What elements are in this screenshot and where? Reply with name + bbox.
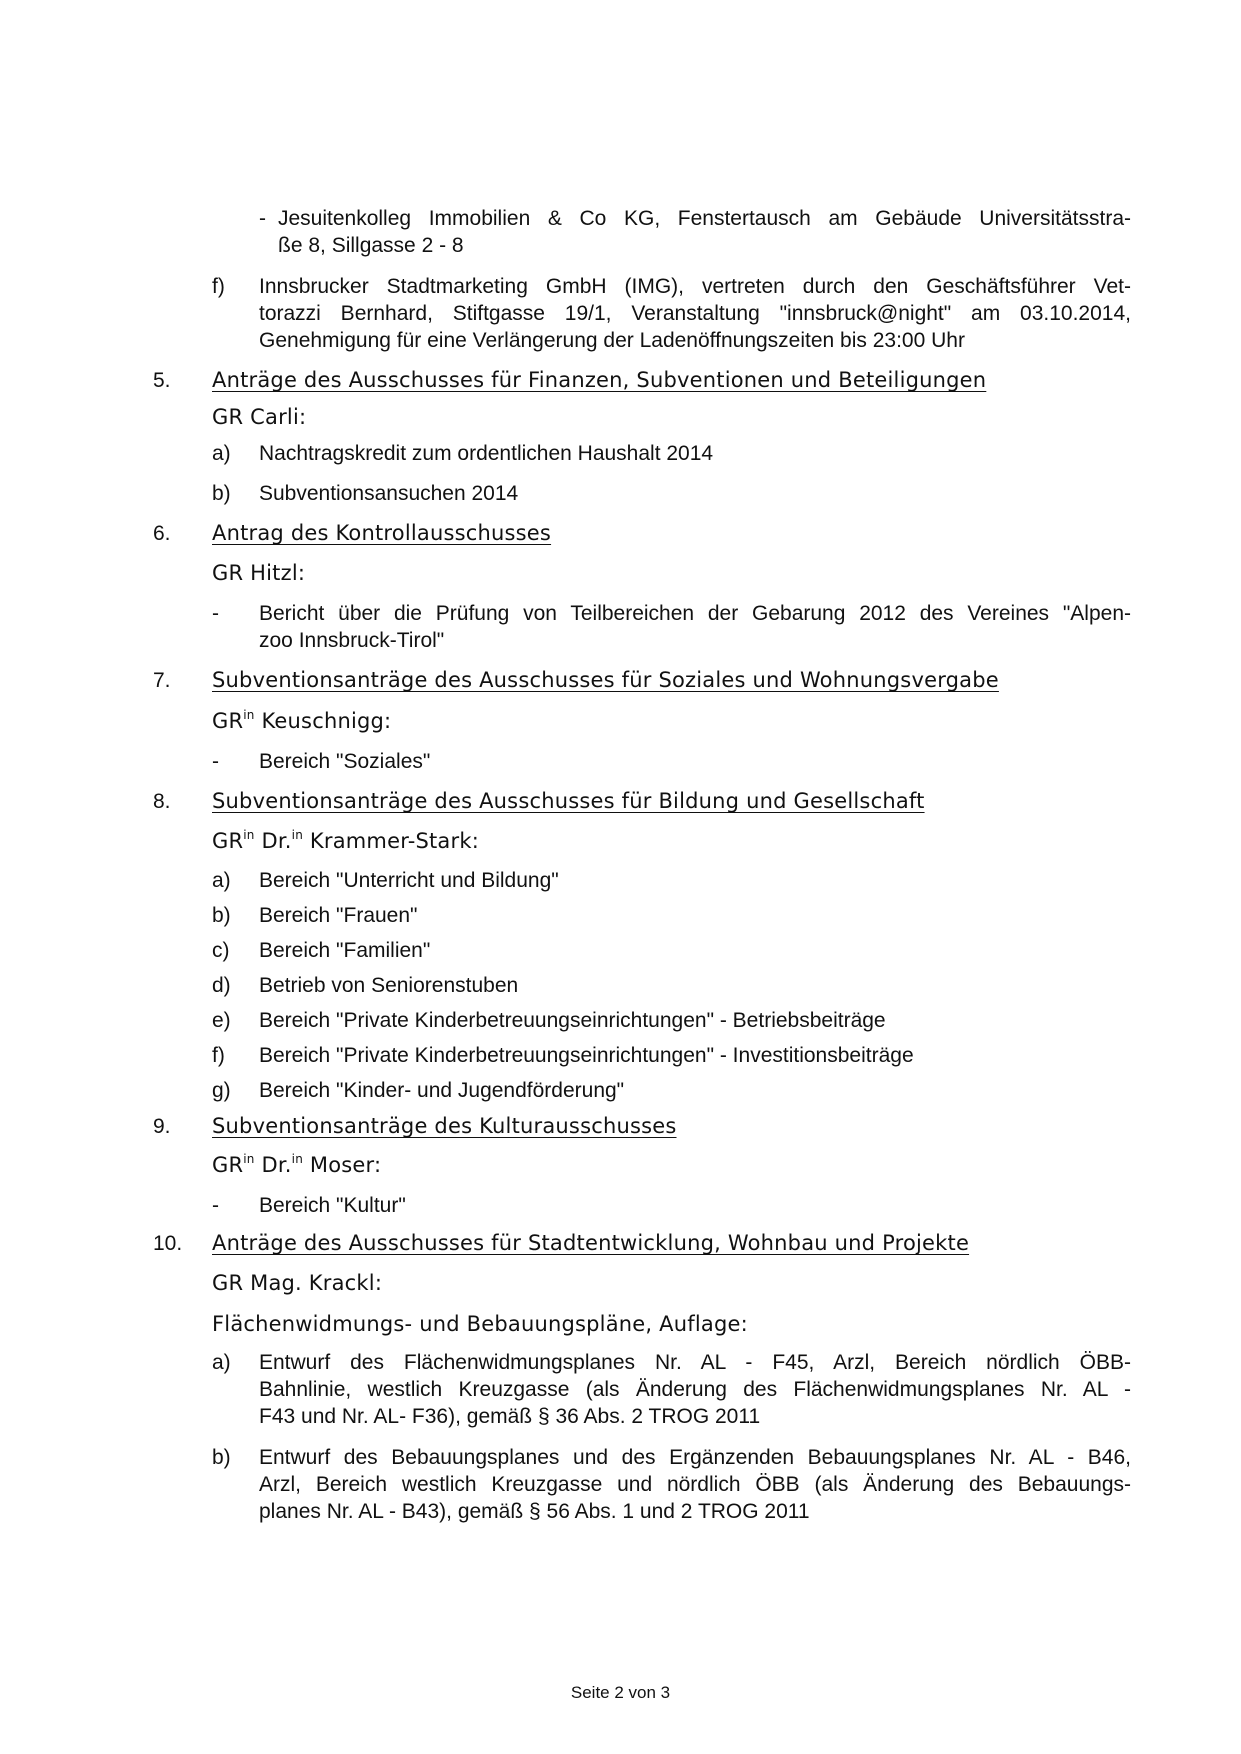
- section-number: 6.: [153, 522, 171, 545]
- list-item-label: d): [212, 974, 231, 997]
- list-item-label: a): [212, 1351, 231, 1374]
- list-item-text: Entwurf des Flächenwidmungsplanes Nr. AL - F45, Arzl, Bereich nördlich ÖBB-: [259, 1351, 1131, 1374]
- speaker: GR Hitzl:: [212, 561, 306, 585]
- section-number: 10.: [153, 1232, 183, 1255]
- section-number: 8.: [153, 790, 171, 813]
- list-item-label: a): [212, 869, 231, 892]
- list-item-marker: -: [212, 750, 219, 773]
- section-title: Subventionsanträge des Ausschusses für Soziales und Wohnungsvergabe: [212, 668, 999, 692]
- list-item-text: Bereich "Kinder- und Jugendförderung": [259, 1079, 625, 1102]
- list-item-label: f): [212, 1044, 225, 1067]
- list-item-text: ße 8, Sillgasse 2 - 8: [278, 234, 464, 257]
- list-item-text: Bereich "Frauen": [259, 904, 418, 927]
- list-item-text: Entwurf des Bebauungsplanes und des Ergänzenden Bebauungsplanes Nr. AL - B46,: [259, 1446, 1131, 1469]
- section-number: 5.: [153, 369, 171, 392]
- speaker: $GR^{in}$ Dr.$^{in}$ Moser:: [212, 1152, 382, 1177]
- list-item-text: Bereich "Soziales": [259, 750, 431, 773]
- section-title: Anträge des Ausschusses für Stadtentwicklung, Wohnbau und Projekte: [212, 1231, 970, 1255]
- list-item-marker: -: [212, 1194, 219, 1217]
- list-item-text: Genehmigung für eine Verlängerung der Ladenöffnungszeiten bis 23:00 Uhr: [259, 329, 965, 352]
- list-item-label: b): [212, 1446, 231, 1469]
- list-item-text: planes Nr. AL - B43), gemäß § 56 Abs. 1 und 2 TROG 2011: [259, 1500, 810, 1523]
- section-title: Subventionsanträge des Ausschusses für Bildung und Gesellschaft: [212, 789, 925, 813]
- speaker: $GR^{in}$ Keuschnigg:: [212, 708, 392, 733]
- list-item-marker: -: [212, 602, 219, 625]
- list-item-text: Innsbrucker Stadtmarketing GmbH (IMG), vertreten durch den Geschäftsführer Vet-: [259, 275, 1131, 298]
- list-item-label: b): [212, 904, 231, 927]
- list-item-text: Bereich "Unterricht und Bildung": [259, 869, 559, 892]
- section-number: 7.: [153, 669, 171, 692]
- list-item-label: f): [212, 275, 225, 298]
- subheading: Flächenwidmungs- und Bebauungspläne, Auflage:: [212, 1312, 748, 1336]
- section-title: Antrag des Kontrollausschusses: [212, 521, 552, 545]
- speaker: GR Mag. Krackl:: [212, 1271, 383, 1295]
- list-item-text: F43 und Nr. AL- F36), gemäß § 36 Abs. 2 TROG 2011: [259, 1405, 761, 1428]
- list-item-marker: -: [259, 207, 266, 230]
- list-item-text: torazzi Bernhard, Stiftgasse 19/1, Veranstaltung "innsbruck@night" am 03.10.2014,: [259, 302, 1131, 325]
- list-item-text: Jesuitenkolleg Immobilien & Co KG, Fenstertausch am Gebäude Universitätsstra-: [278, 207, 1131, 230]
- list-item-text: Bericht über die Prüfung von Teilbereichen der Gebarung 2012 des Vereines "Alpen-: [259, 602, 1131, 625]
- list-item-text: Bereich "Kultur": [259, 1194, 406, 1217]
- section-number: 9.: [153, 1115, 171, 1138]
- list-item-text: zoo Innsbruck-Tirol": [259, 629, 445, 652]
- list-item-text: Bereich "Private Kinderbetreuungseinrichtungen" - Betriebsbeiträge: [259, 1009, 886, 1032]
- list-item-label: e): [212, 1009, 231, 1032]
- list-item-label: g): [212, 1079, 231, 1102]
- speaker: $GR^{in}$ Dr.$^{in}$ Krammer-Stark:: [212, 828, 479, 853]
- list-item-label: a): [212, 442, 231, 465]
- page-number: Seite 2 von 3: [570, 1683, 671, 1702]
- list-item-text: Bereich "Familien": [259, 939, 431, 962]
- list-item-text: Nachtragskredit zum ordentlichen Haushalt 2014: [259, 442, 714, 465]
- list-item-text: Betrieb von Seniorenstuben: [259, 974, 519, 997]
- list-item-text: Subventionsansuchen 2014: [259, 482, 519, 505]
- speaker: GR Carli:: [212, 405, 307, 429]
- list-item-text: Bahnlinie, westlich Kreuzgasse (als Änderung des Flächenwidmungsplanes Nr. AL -: [259, 1378, 1131, 1401]
- list-item-text: Arzl, Bereich westlich Kreuzgasse und nördlich ÖBB (als Änderung des Bebauungs-: [259, 1473, 1131, 1496]
- section-title: Anträge des Ausschusses für Finanzen, Subventionen und Beteiligungen: [212, 368, 987, 392]
- section-title: Subventionsanträge des Kulturausschusses: [212, 1114, 677, 1138]
- list-item-label: c): [212, 939, 230, 962]
- list-item-label: b): [212, 482, 231, 505]
- list-item-text: Bereich "Private Kinderbetreuungseinrichtungen" - Investitionsbeiträge: [259, 1044, 914, 1067]
